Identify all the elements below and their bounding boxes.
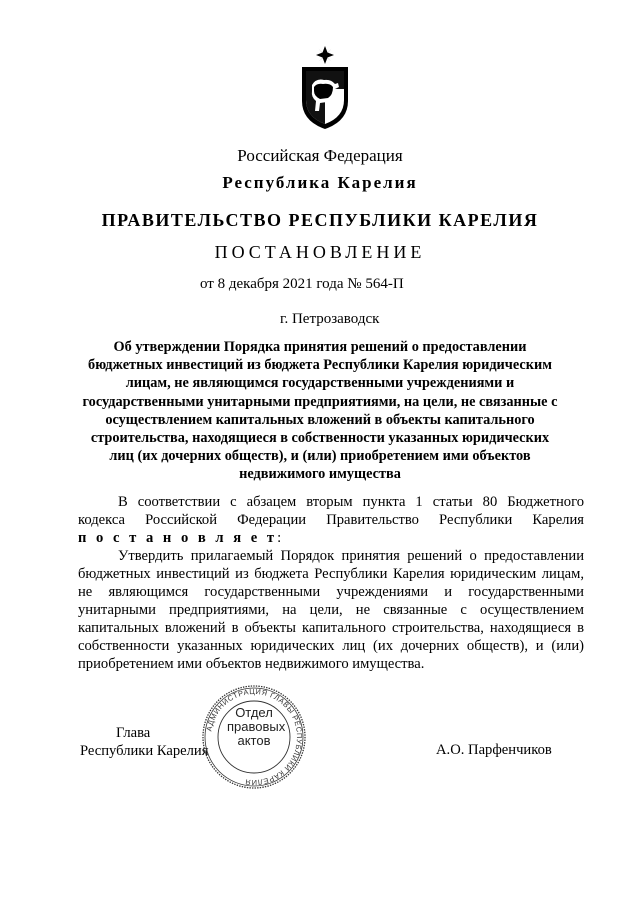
body-line: не являющимся государственными учреждениями и государственными [78,584,584,600]
signatory-name: А.О. Парфенчиков [436,742,552,758]
stamp-text [227,705,286,748]
decree-word: п о с т а н о в л я е т [78,530,278,546]
city: г. Петрозаводск [280,311,380,327]
title-line: осуществлением капитальных вложений в объекты капитального [105,411,535,428]
signatory-title-line1: Глава [116,725,151,741]
title-line: строительства, находящиеся в собственности указанных юридических [90,430,550,447]
stamp-line: актов [237,733,271,748]
decree-colon: : [277,530,282,546]
title-line: недвижимого имущества [239,466,401,483]
preamble-paragraph [78,493,584,547]
document-title [70,338,570,484]
svg-text:АДМИНИСТРАЦИЯ ГЛАВЫ РЕСПУБЛИКИ: АДМИНИСТРАЦИЯ ГЛАВЫ РЕСПУБЛИКИ КАРЕЛИЯ [204,686,305,788]
body-line: собственности указанных юридических лиц (их дочерних обществ), и (или) [78,638,584,654]
title-line: бюджетных инвестиций из бюджета Республики Карелия юридическим [88,357,552,374]
body-line: Утвердить прилагаемый Порядок принятия решений о предоставлении [118,548,584,564]
country-name: Российская Федерация [237,146,403,165]
title-line: лицам, не являющимся государственными учреждениями и [125,375,515,392]
body-line: унитарными предприятиями, на цели, не связанные с осуществлением [78,602,584,618]
karelia-coat-of-arms-icon [298,45,352,131]
title-line: государственными унитарными предприятиями, на цели, не связанные с [82,393,558,410]
body-line: бюджетных инвестиций из бюджета Республики Карелия юридическим лицам, [78,566,584,582]
decree-line [78,529,584,547]
body-line: приобретением ими объектов недвижимого имущества. [78,656,425,672]
stamp-line: Отдел [235,705,273,720]
resolution-paragraph [78,547,584,673]
document-type: ПОСТАНОВЛЕНИЕ [214,242,426,262]
republic-name: Республика Карелия [222,173,418,192]
date-line: от 8 декабря 2021 года № 564-П [200,276,404,292]
signatory-title-line2: Республики Карелия [80,743,209,759]
stamp-line: правовых [227,719,286,734]
body-line: кодекса Российской Федерации Правительство Республики Карелия [78,512,584,528]
title-line: Об утверждении Порядка принятия решений о предоставлении [113,339,527,355]
government-title: ПРАВИТЕЛЬСТВО РЕСПУБЛИКИ КАРЕЛИЯ [101,210,539,230]
body-line: В соответствии с абзацем вторым пункта 1 статьи 80 Бюджетного [118,494,584,510]
body-line: капитальных вложений в объекты капитального строительства, находящиеся в [78,620,584,636]
title-line: лиц (их дочерних обществ), и (или) приобретением ими объектов [109,448,531,465]
signatory-title [80,724,208,760]
